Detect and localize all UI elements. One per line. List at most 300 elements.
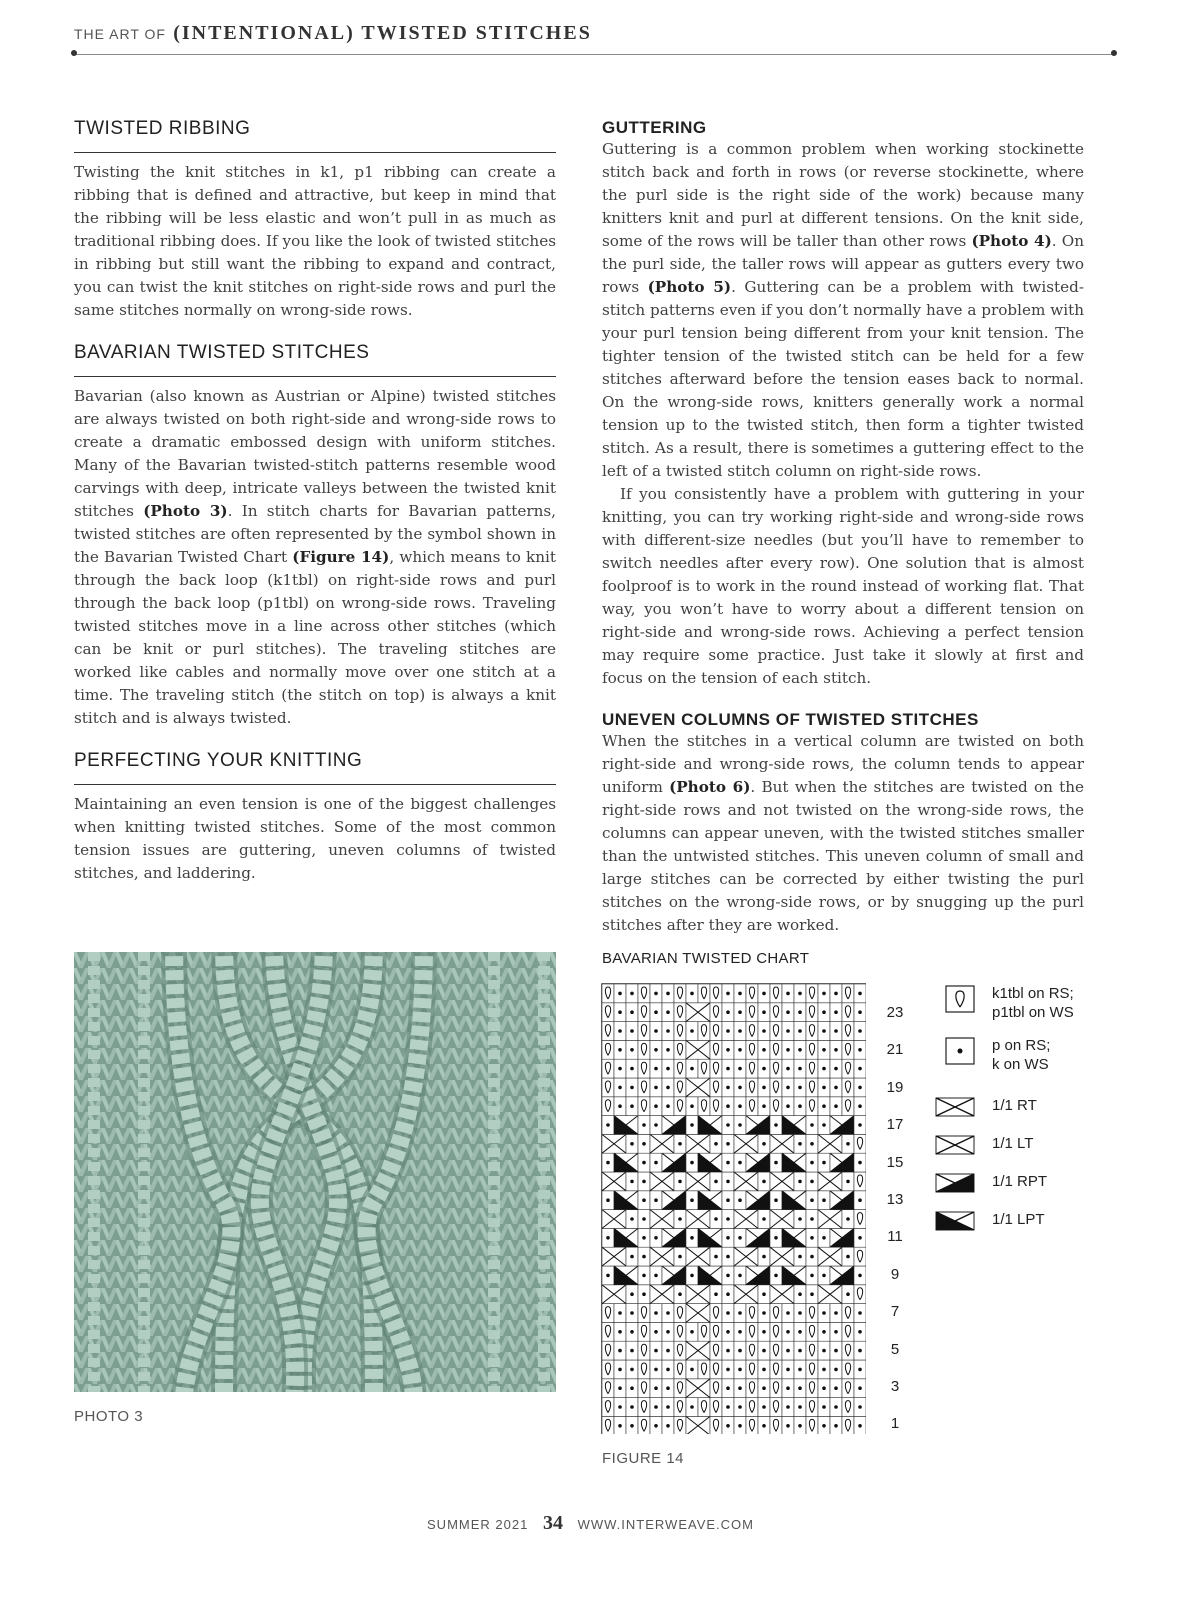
chart-cell <box>806 1304 818 1323</box>
legend-label-line: k1tbl on RS; <box>992 985 1074 1002</box>
legend-label <box>992 1036 1050 1074</box>
chart-cell <box>770 1040 782 1059</box>
legend-symbol-rpt <box>934 1172 986 1194</box>
chart-cell <box>782 1097 794 1116</box>
chart-cell <box>818 1266 830 1285</box>
chart-cell <box>638 1266 650 1285</box>
chart-cell <box>638 1210 650 1229</box>
chart-cell <box>794 1247 806 1266</box>
chart-cell <box>686 1304 710 1323</box>
chart-cell <box>626 1172 638 1191</box>
chart-cell <box>770 984 782 1003</box>
chart-cell <box>614 1398 626 1417</box>
legend-label-line: 1/1 RT <box>992 1097 1037 1114</box>
chart-cell <box>770 1134 794 1153</box>
chart-cell <box>806 1078 818 1097</box>
chart-cell <box>638 1341 650 1360</box>
paragraph-uneven-columns <box>602 730 1084 937</box>
chart-cell <box>782 1266 806 1285</box>
chart-cell <box>830 1097 842 1116</box>
chart-cell <box>854 1341 866 1360</box>
chart-row-number: 1 <box>890 1415 900 1433</box>
chart-cell <box>758 1040 770 1059</box>
chart-cell <box>614 1059 626 1078</box>
chart-cell <box>674 1379 686 1398</box>
chart-cell <box>638 1379 650 1398</box>
chart-cell <box>818 1153 830 1172</box>
chart-cell <box>650 1228 662 1247</box>
chart-row-number: 3 <box>890 1378 900 1395</box>
chart-cell <box>806 1416 818 1434</box>
knit-swatch-image <box>74 952 556 1392</box>
chart-cell <box>662 1116 686 1135</box>
legend-label <box>992 984 1074 1022</box>
chart-cell <box>722 1416 734 1434</box>
chart-cell <box>830 1153 854 1172</box>
chart-cell <box>854 1191 866 1210</box>
chart-cell <box>710 1172 722 1191</box>
chart-cell <box>722 1003 734 1022</box>
chart-cell <box>746 1266 770 1285</box>
chart-cell <box>842 1379 854 1398</box>
ref-photo-6: (Photo 6) <box>669 778 751 796</box>
chart-row-number: 7 <box>890 1303 900 1321</box>
chart-cell <box>830 1416 842 1434</box>
chart-cell <box>674 1210 686 1229</box>
chart-cell <box>686 1116 698 1135</box>
running-head-title: (INTENTIONAL) TWISTED STITCHES <box>173 22 592 44</box>
chart-cell <box>734 1134 758 1153</box>
chart-row-number: 11 <box>887 1228 903 1246</box>
chart-cell <box>854 1172 866 1191</box>
chart-cell <box>686 1398 698 1417</box>
chart-cell <box>842 1022 854 1041</box>
chart-cell <box>602 1097 614 1116</box>
chart-cell <box>794 1210 806 1229</box>
chart-cell <box>818 1285 842 1304</box>
chart-cell <box>602 1059 614 1078</box>
chart-cell <box>854 1116 866 1135</box>
chart-cell <box>650 1247 674 1266</box>
chart-cell <box>854 1416 866 1434</box>
chart-cell <box>674 1097 686 1116</box>
chart-cell <box>674 1078 686 1097</box>
legend-label-line: p on RS; <box>992 1037 1051 1054</box>
chart-cell <box>650 1322 662 1341</box>
chart-cell <box>674 1304 686 1323</box>
chart-cell <box>734 1398 746 1417</box>
chart-cell <box>614 1040 626 1059</box>
chart-cell <box>806 1097 818 1116</box>
chart-cell <box>842 1078 854 1097</box>
chart-cell <box>842 1285 854 1304</box>
chart-cell <box>770 1304 782 1323</box>
chart-cell <box>614 1191 638 1210</box>
chart-cell <box>638 1059 650 1078</box>
chart-cell <box>818 1003 830 1022</box>
chart-cell <box>662 1322 674 1341</box>
chart-cell <box>710 1022 722 1041</box>
chart-cell <box>698 1116 722 1135</box>
chart-cell <box>614 1153 638 1172</box>
chart-cell <box>842 1210 854 1229</box>
chart-cell <box>830 1322 842 1341</box>
chart-cell <box>602 1322 614 1341</box>
chart-cell <box>770 1285 794 1304</box>
chart-cell <box>650 1398 662 1417</box>
chart-cell <box>674 984 686 1003</box>
chart-cell <box>806 984 818 1003</box>
chart-cell <box>746 1416 758 1434</box>
chart-cell <box>758 1059 770 1078</box>
chart-cell <box>638 1153 650 1172</box>
chart-cell <box>614 1003 626 1022</box>
chart-cell <box>626 1003 638 1022</box>
chart-cell <box>770 1059 782 1078</box>
chart-cell <box>818 984 830 1003</box>
chart-cell <box>830 1116 854 1135</box>
chart-cell <box>650 1360 662 1379</box>
chart-cell <box>842 1003 854 1022</box>
chart-cell <box>602 1304 614 1323</box>
chart-cell <box>614 1341 626 1360</box>
legend-label <box>992 1134 1033 1153</box>
chart-cell <box>806 1172 818 1191</box>
chart-cell <box>626 1210 638 1229</box>
chart-cell <box>734 1022 746 1041</box>
chart-cell <box>758 1022 770 1041</box>
chart-cell <box>638 1116 650 1135</box>
chart-cell <box>842 1247 854 1266</box>
chart-cell <box>830 1360 842 1379</box>
chart-cell <box>794 1134 806 1153</box>
chart-cell <box>722 1153 734 1172</box>
chart-cell <box>782 1153 806 1172</box>
running-head-prefix: THE ART OF <box>74 26 166 42</box>
chart-cell <box>818 1059 830 1078</box>
chart-cell <box>734 1097 746 1116</box>
chart-cell <box>746 1116 770 1135</box>
chart-cell <box>602 1172 626 1191</box>
chart-cell <box>614 1304 626 1323</box>
chart-cell <box>794 1304 806 1323</box>
figure-14-caption: FIGURE 14 <box>602 1450 685 1467</box>
text-run: Bavarian (also known as Austrian or Alpine) twisted stitches are always twisted on both right-side and wrong-side rows to create a dramatic embossed design with uniform stitches. Many of the Bavarian twisted-stitch patterns resemble wood carvings with deep, intricate valleys between the twisted knit stitches <box>74 387 556 520</box>
chart-cell <box>746 984 758 1003</box>
chart-cell <box>722 1078 734 1097</box>
chart-cell <box>710 1379 722 1398</box>
chart-cell <box>806 1322 818 1341</box>
chart-cell <box>698 1097 710 1116</box>
chart-cell <box>806 1116 818 1135</box>
chart-cell <box>854 1228 866 1247</box>
chart-cell <box>638 1134 650 1153</box>
chart-cell <box>638 1322 650 1341</box>
legend-symbol-purl <box>934 1036 986 1068</box>
chart-cell <box>734 1379 746 1398</box>
chart-cell <box>710 1341 722 1360</box>
chart-cell <box>854 1059 866 1078</box>
chart-cell <box>758 1360 770 1379</box>
chart-cell <box>698 1398 710 1417</box>
chart-cell <box>806 1153 818 1172</box>
chart-cell <box>638 1398 650 1417</box>
chart-cell <box>854 1078 866 1097</box>
chart-cell <box>746 1153 770 1172</box>
ref-photo-4: (Photo 4) <box>971 232 1052 250</box>
chart-cell <box>842 1398 854 1417</box>
chart-cell <box>746 1040 758 1059</box>
chart-cell <box>758 1322 770 1341</box>
chart-cell <box>770 1416 782 1434</box>
chart-cell <box>698 1022 710 1041</box>
chart-cell <box>830 1341 842 1360</box>
legend-label-line: p1tbl on WS <box>992 1004 1074 1021</box>
chart-cell <box>794 1360 806 1379</box>
chart-cell <box>854 1210 866 1229</box>
chart-cell <box>614 1360 626 1379</box>
chart-cell <box>626 1022 638 1041</box>
chart-cell <box>818 1398 830 1417</box>
chart-cell <box>602 1191 614 1210</box>
chart-cell <box>830 1078 842 1097</box>
chart-cell <box>830 1191 854 1210</box>
text-run: Guttering is a common problem when working stockinette stitch back and forth in rows (or reverse stockinette, where the purl side is the right side of the work) because many knitters knit and purl at different tensions. On the knit side, some of the rows will be taller than other rows <box>602 140 1084 250</box>
rule-dot-right <box>1111 50 1117 56</box>
chart-cell <box>758 1172 770 1191</box>
chart-cell <box>686 1379 710 1398</box>
chart-cell <box>638 1416 650 1434</box>
chart-cell <box>710 1285 722 1304</box>
chart-cell <box>734 1304 746 1323</box>
chart-row-number: 21 <box>886 1041 904 1059</box>
chart-cell <box>806 1210 818 1229</box>
chart-cell <box>794 1322 806 1341</box>
chart-cell <box>686 1078 710 1097</box>
chart-cell <box>638 1078 650 1097</box>
heading-bavarian: BAVARIAN TWISTED STITCHES <box>74 342 556 377</box>
chart-cell <box>722 1172 734 1191</box>
chart-cell <box>830 1228 854 1247</box>
text-run: . In stitch charts for Bavarian patterns, twisted stitches are often represented by the symbol shown in the Bavarian Twisted Chart <box>74 502 556 566</box>
chart-cell <box>734 1285 758 1304</box>
chart-cell <box>698 1153 722 1172</box>
chart-cell <box>662 1379 674 1398</box>
chart-cell <box>662 984 674 1003</box>
chart-cell <box>842 984 854 1003</box>
chart-cell <box>626 1398 638 1417</box>
chart-cell <box>782 1040 794 1059</box>
chart-cell <box>818 1341 830 1360</box>
text-run: . On the purl side, the taller rows will appear as gutters every two rows <box>602 232 1084 296</box>
chart-cell <box>734 984 746 1003</box>
chart-cell <box>818 1040 830 1059</box>
chart-cell <box>758 1003 770 1022</box>
chart-cell <box>758 1097 770 1116</box>
chart-cell <box>686 1228 698 1247</box>
chart-cell <box>770 1398 782 1417</box>
chart-cell <box>770 1360 782 1379</box>
chart-cell <box>782 1360 794 1379</box>
chart-cell <box>746 1059 758 1078</box>
chart-cell <box>770 1022 782 1041</box>
chart-cell <box>674 1285 686 1304</box>
chart-cell <box>794 1059 806 1078</box>
chart-cell <box>818 1022 830 1041</box>
chart-cell <box>818 1134 842 1153</box>
chart-cell <box>794 1416 806 1434</box>
chart-cell <box>662 1228 686 1247</box>
chart-cell <box>710 1134 722 1153</box>
chart-cell <box>854 1285 866 1304</box>
chart-cell <box>794 1341 806 1360</box>
chart-cell <box>734 1416 746 1434</box>
chart-cell <box>614 1022 626 1041</box>
paragraph-bavarian <box>74 385 556 730</box>
chart-row-number: 17 <box>886 1116 904 1134</box>
page-number: 34 <box>542 1512 563 1534</box>
chart-cell <box>746 1360 758 1379</box>
chart-cell <box>614 1266 638 1285</box>
chart-cell <box>614 1078 626 1097</box>
chart-cell <box>734 1247 758 1266</box>
rule-dot-left <box>71 50 77 56</box>
chart-cell <box>662 1191 686 1210</box>
bavarian-twisted-chart <box>600 982 866 1434</box>
chart-cell <box>602 1228 614 1247</box>
chart-cell <box>626 1059 638 1078</box>
chart-cell <box>602 1379 614 1398</box>
chart-cell <box>734 1116 746 1135</box>
chart-cell <box>806 1379 818 1398</box>
chart-cell <box>662 1040 674 1059</box>
chart-cell <box>686 1191 698 1210</box>
chart-cell <box>626 984 638 1003</box>
photo-3-knit-swatch <box>74 952 556 1392</box>
footer-website: WWW.INTERWEAVE.COM <box>577 1517 754 1532</box>
chart-cell <box>842 1134 854 1153</box>
chart-cell <box>602 1134 626 1153</box>
chart-cell <box>746 1078 758 1097</box>
chart-cell <box>638 1172 650 1191</box>
chart-row-number: 15 <box>886 1153 904 1171</box>
chart-cell <box>770 1247 794 1266</box>
chart-cell <box>842 1172 854 1191</box>
legend-symbol-k1tbl <box>934 984 986 1016</box>
chart-cell <box>686 1153 698 1172</box>
paragraph-twisted-ribbing: Twisting the knit stitches in k1, p1 ribbing can create a ribbing that is defined and attractive, but keep in mind that the ribbing will be less elastic and won’t pull in as much as traditional ribbing does. If you like the look of twisted stitches in ribbing but still want the ribbing to expand and contract, you can twist the knit stitches on right-side rows and purl the same stitches normally on wrong-side rows. <box>74 163 556 319</box>
chart-cell <box>722 1398 734 1417</box>
chart-cell <box>758 1379 770 1398</box>
text-run: . Guttering can be a problem with twisted-stitch patterns even if you don’t normally have a problem with your purl tension being different from your knit tension. The tighter tension of the twisted stitch can be held for a few stitches afterward before the tension eases back to normal. On the wrong-side rows, knitters generally work a normal tension up to the twisted stitch, then form a tighter twisted stitch. As a result, there is sometimes a guttering effect to the left of a twisted stitch column on right-side rows. <box>602 278 1085 480</box>
chart-cell <box>602 1416 614 1434</box>
chart-cell <box>626 1285 638 1304</box>
chart-cell <box>686 1247 710 1266</box>
chart-cell <box>650 1134 674 1153</box>
chart-cell <box>722 1379 734 1398</box>
chart-cell <box>638 1040 650 1059</box>
chart-cell <box>662 1078 674 1097</box>
chart-cell <box>662 1416 674 1434</box>
chart-cell <box>782 1022 794 1041</box>
chart-cell <box>710 1078 722 1097</box>
chart-cell <box>806 1059 818 1078</box>
text-run: , which means to knit through the back loop (k1tbl) on right-side rows and purl through the back loop (p1tbl) on wrong-side rows. Traveling twisted stitches move in a line across other stitches (which can be knit or purl stitches). The traveling stitches are worked like cables and normally move over one stitch at a time. The traveling stitch (the stitch on top) is always a knit stitch and is always twisted. <box>74 548 556 727</box>
chart-cell <box>602 984 614 1003</box>
chart-cell <box>614 1097 626 1116</box>
chart-cell <box>602 1078 614 1097</box>
paragraph-guttering-1 <box>602 138 1084 483</box>
chart-cell <box>782 1416 794 1434</box>
chart-cell <box>806 1247 818 1266</box>
chart-cell <box>818 1379 830 1398</box>
legend-symbol-lpt <box>934 1210 986 1232</box>
chart-cell <box>770 1097 782 1116</box>
chart-cell <box>674 1247 686 1266</box>
legend-symbol-rt <box>934 1096 986 1118</box>
chart-cell <box>818 1116 830 1135</box>
chart-cell <box>830 1266 854 1285</box>
chart-cell <box>722 1116 734 1135</box>
chart-cell <box>638 1247 650 1266</box>
chart-cell <box>698 1191 722 1210</box>
chart-cell <box>638 1003 650 1022</box>
chart-cell <box>638 1360 650 1379</box>
chart-cell <box>650 1172 674 1191</box>
chart-cell <box>806 1191 818 1210</box>
chart-cell <box>734 1322 746 1341</box>
chart-cell <box>650 1153 662 1172</box>
heading-perfecting: PERFECTING YOUR KNITTING <box>74 750 556 785</box>
chart-cell <box>722 1059 734 1078</box>
chart-cell <box>698 1059 710 1078</box>
chart-cell <box>710 1097 722 1116</box>
chart-cell <box>626 1247 638 1266</box>
chart-cell <box>770 1191 782 1210</box>
section-guttering <box>602 118 1084 690</box>
chart-title: BAVARIAN TWISTED CHART <box>602 950 810 967</box>
chart-cell <box>602 1022 614 1041</box>
chart-cell <box>854 1022 866 1041</box>
chart-cell <box>626 1097 638 1116</box>
chart-cell <box>722 1322 734 1341</box>
chart-row-number: 19 <box>886 1078 904 1096</box>
chart-cell <box>722 1228 734 1247</box>
running-head <box>74 22 1114 45</box>
left-column <box>74 118 556 905</box>
chart-cell <box>818 1416 830 1434</box>
chart-row-number: 23 <box>886 1004 904 1021</box>
chart-cell <box>854 1247 866 1266</box>
legend-label-line: k on WS <box>992 1056 1049 1073</box>
chart-cell <box>626 1134 638 1153</box>
chart-cell <box>686 984 698 1003</box>
chart-cell <box>854 1153 866 1172</box>
chart-cell <box>734 1360 746 1379</box>
chart-cell <box>842 1059 854 1078</box>
chart-cell <box>770 1003 782 1022</box>
chart-cell <box>686 1360 698 1379</box>
chart-cell <box>650 1341 662 1360</box>
chart-cell <box>674 1134 686 1153</box>
chart-cell <box>758 1416 770 1434</box>
chart-row-number: 13 <box>886 1191 904 1208</box>
chart-cell <box>626 1416 638 1434</box>
chart-cell <box>614 1379 626 1398</box>
chart-cell <box>602 1398 614 1417</box>
chart-cell <box>806 1228 818 1247</box>
chart-cell <box>626 1304 638 1323</box>
